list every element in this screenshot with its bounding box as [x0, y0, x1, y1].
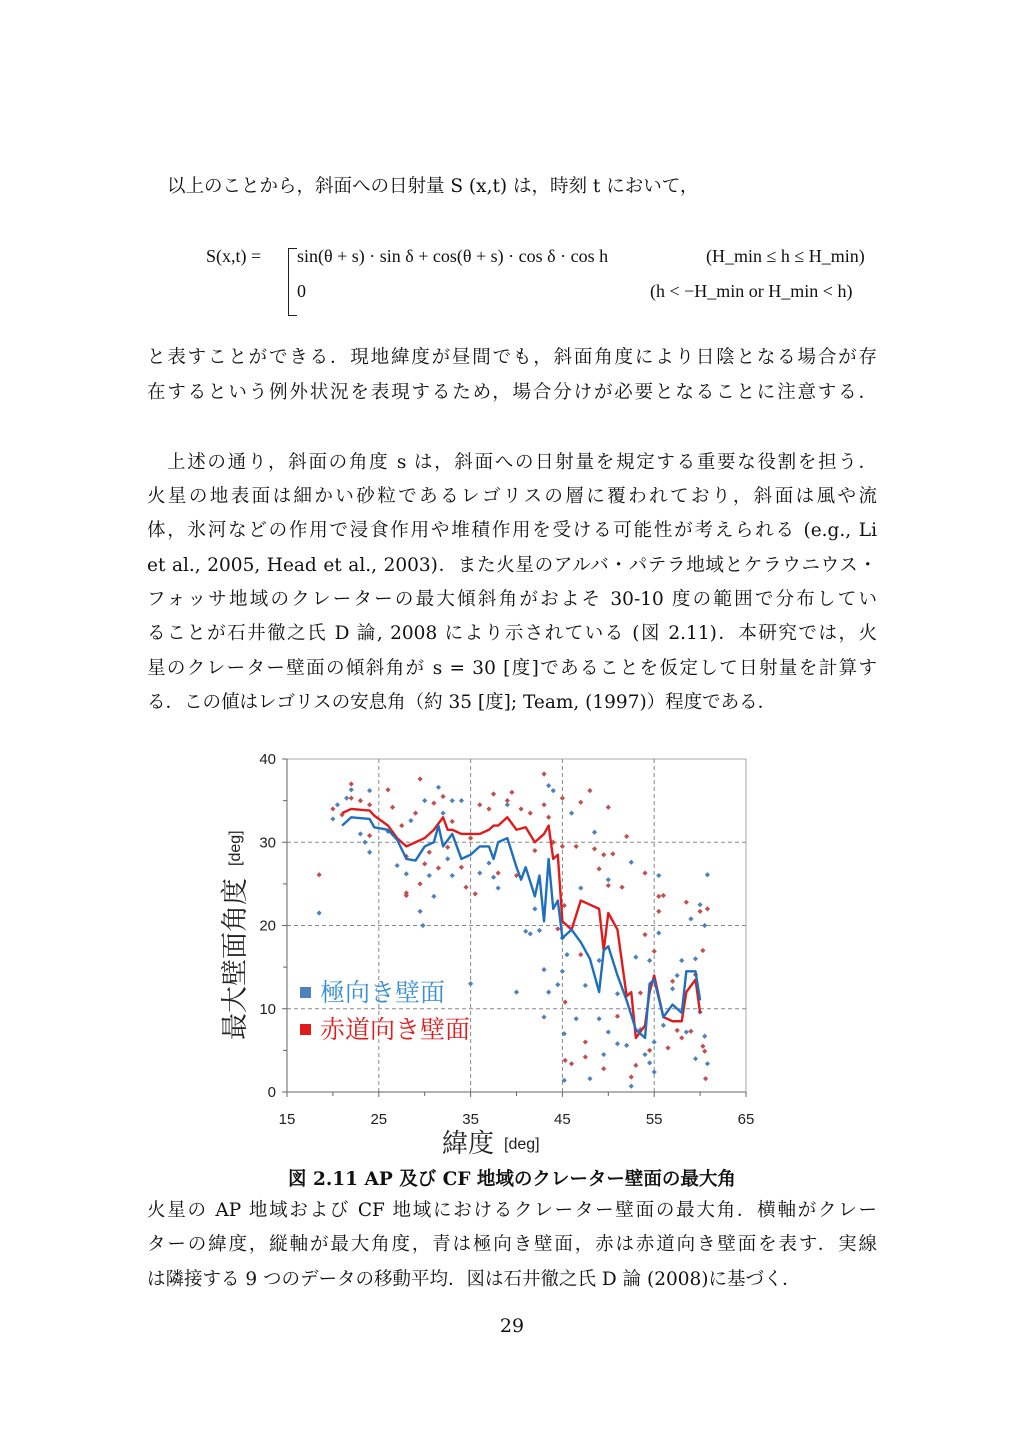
pole-facing-point	[335, 802, 340, 807]
pole-facing-point	[583, 983, 588, 988]
equator-facing-point	[665, 1045, 670, 1050]
figure-caption-title: 図 2.11 AP 及び CF 地域のクレーター壁面の最大角	[288, 1169, 736, 1190]
pole-facing-point	[537, 928, 542, 933]
pole-facing-point	[702, 1034, 707, 1039]
equator-facing-point	[518, 806, 523, 811]
y-tick-label: 0	[267, 1084, 276, 1101]
equator-facing-point	[459, 865, 464, 870]
equator-facing-point	[463, 885, 468, 890]
pole-facing-point	[578, 885, 583, 890]
pole-facing-point	[642, 1052, 647, 1057]
pole-facing-point	[705, 872, 710, 877]
equator-facing-point	[578, 952, 583, 957]
pole-facing-point	[624, 1043, 629, 1048]
pole-facing-point	[656, 873, 661, 878]
equator-facing-point	[684, 900, 689, 905]
equator-facing-point	[399, 823, 404, 828]
equator-facing-point	[491, 791, 496, 796]
equator-facing-point	[705, 906, 710, 911]
pole-facing-point	[450, 873, 455, 878]
pole-facing-point	[491, 875, 496, 880]
y-tick-label: 40	[259, 751, 276, 768]
pole-facing-point	[647, 958, 652, 963]
legend-label-pole: 極向き壁面	[320, 979, 446, 1007]
paragraph2-line: 火星の地表面は細かい砂粒であるレゴリスの層に覆われており，斜面は風や流	[147, 486, 877, 507]
paragraph2-line: 星のクレーター壁面の傾斜角が s = 30 [度]であることを仮定して日射量を計算す	[147, 658, 877, 679]
equator-facing-point	[624, 834, 629, 839]
equator-facing-point	[702, 1049, 707, 1054]
pole-facing-point	[541, 1014, 546, 1019]
formula-case1-expr: sin(θ + s) · sin δ + cos(θ + s) · cos δ · cos h	[297, 246, 609, 266]
pole-facing-point	[670, 986, 675, 991]
equator-facing-point	[445, 845, 450, 850]
equator-facing-point	[703, 1076, 708, 1081]
pole-facing-point	[615, 991, 620, 996]
paragraph2-line: 上述の通り，斜面の角度 s は，斜面への日射量を規定する重要な役割を担う．	[167, 452, 877, 473]
pole-facing-point	[693, 956, 698, 961]
pole-facing-point	[606, 1029, 611, 1034]
paragraph1-line: 在するという例外状況を表現するため，場合分けが必要となることに注意する．	[147, 382, 877, 403]
x-tick-label: 45	[554, 1111, 571, 1128]
equator-facing-point	[385, 787, 390, 792]
pole-facing-point	[601, 1052, 606, 1057]
equator-facing-point	[569, 1061, 574, 1066]
equator-facing-point	[642, 932, 647, 937]
pole-facing-point	[551, 788, 556, 793]
pole-facing-point	[528, 931, 533, 936]
legend-swatch-equator	[300, 1024, 311, 1035]
pole-facing-point	[330, 816, 335, 821]
legend	[300, 979, 470, 1044]
pole-facing-point	[367, 850, 372, 855]
equator-facing-point	[427, 850, 432, 855]
equator-facing-point	[670, 979, 675, 984]
caption-line: は隣接する 9 つのデータの移動平均．図は石井徹之氏 D 論 (2008)に基づく．	[147, 1269, 801, 1290]
pole-facing-point	[317, 910, 322, 915]
pole-facing-point	[362, 840, 367, 845]
pole-facing-point	[661, 1023, 666, 1028]
equator-facing-point	[638, 990, 643, 995]
equator-facing-point	[633, 1063, 638, 1068]
pole-facing-point	[615, 1041, 620, 1046]
x-tick-label: 55	[645, 1111, 663, 1128]
equator-facing-point	[431, 801, 436, 806]
caption-line: 火星の AP 地域および CF 地域におけるクレーター壁面の最大角．横軸がクレー	[147, 1200, 877, 1221]
equator-facing-point	[700, 1044, 705, 1049]
paragraph2-line: 体，氷河などの作用で浸食作用や堆積作用を受ける可能性が考えられる (e.g., Li	[147, 520, 877, 541]
equator-facing-point	[436, 865, 441, 870]
pole-facing-point	[606, 877, 611, 882]
pole-facing-point	[450, 798, 455, 803]
equator-facing-point	[574, 844, 579, 849]
pole-facing-point	[569, 811, 574, 816]
equator-facing-point	[473, 891, 478, 896]
paragraph1-line: と表すことができる．現地緯度が昼間でも，斜面角度により日陰となる場合が存	[147, 347, 877, 368]
equator-facing-point	[509, 790, 514, 795]
equator-facing-point	[477, 802, 482, 807]
equator-facing-point	[647, 1048, 652, 1053]
pole-facing-point	[445, 856, 450, 861]
equator-facing-point	[349, 796, 354, 801]
equator-facing-point	[468, 835, 473, 840]
pole-facing-point	[418, 909, 423, 914]
pole-facing-point	[349, 787, 354, 792]
x-tick-label: 25	[370, 1111, 388, 1128]
y-tick-label: 10	[259, 1000, 276, 1018]
equator-facing-point	[601, 1066, 606, 1071]
pole-facing-point	[468, 981, 473, 986]
equator-facing-point	[541, 771, 546, 776]
pole-facing-point	[546, 990, 551, 995]
pole-facing-point	[427, 873, 432, 878]
pole-facing-point	[546, 783, 551, 788]
equator-facing-point	[546, 815, 551, 820]
equator-facing-point	[597, 866, 602, 871]
caption-line: ターの緯度，縦軸が最大角度，青は極向き壁面，赤は赤道向き壁面を表す．実線	[147, 1234, 877, 1255]
pole-facing-point	[560, 969, 565, 974]
pole-facing-point	[422, 798, 427, 803]
pole-facing-point	[647, 1060, 652, 1065]
x-axis-unit: [deg]	[504, 1136, 540, 1153]
formula-case2-cond: (h < −H_min or H_min < h)	[650, 281, 853, 301]
equator-facing-point	[330, 806, 335, 811]
equator-facing-point	[642, 870, 647, 875]
pole-facing-point	[587, 1076, 592, 1081]
equator-facing-point	[629, 1074, 634, 1079]
pole-facing-point	[652, 1069, 657, 1074]
x-tick-label: 15	[278, 1111, 296, 1128]
equator-facing-point	[367, 833, 372, 838]
equator-facing-point	[615, 1014, 620, 1019]
equator-facing-point	[422, 861, 427, 866]
pole-facing-point	[523, 929, 528, 934]
equator-facing-point	[688, 1029, 693, 1034]
equator-facing-point	[418, 776, 423, 781]
equator-facing-point	[619, 885, 624, 890]
equator-facing-point	[578, 800, 583, 805]
pole-facing-point	[436, 785, 441, 790]
pole-facing-point	[574, 1016, 579, 1021]
pole-facing-point	[656, 930, 661, 935]
equator-facing-point	[349, 781, 354, 786]
equator-facing-point	[700, 948, 705, 953]
equator-facing-point	[563, 999, 568, 1004]
paragraph2-line: ることが石井徹之氏 D 論, 2008 により示されている (図 2.11)．本研究では，火	[147, 623, 877, 644]
equator-facing-point	[505, 798, 510, 803]
equator-facing-point	[532, 848, 537, 853]
pole-facing-point	[459, 798, 464, 803]
equator-facing-point	[555, 926, 560, 931]
equator-facing-point	[450, 819, 455, 824]
equator-facing-point	[661, 893, 666, 898]
pole-facing-point	[675, 973, 680, 978]
equator-facing-point	[560, 844, 565, 849]
pole-facing-point	[633, 955, 638, 960]
pole-facing-point	[395, 863, 400, 868]
equator-facing-point	[698, 909, 703, 914]
equator-facing-point	[440, 794, 445, 799]
equator-facing-point	[652, 949, 657, 954]
pole-facing-point	[629, 860, 634, 865]
pole-facing-point	[592, 830, 597, 835]
pole-facing-point	[629, 1084, 634, 1089]
formula-case2-expr: 0	[297, 281, 306, 301]
y-tick-label: 30	[259, 834, 276, 852]
pole-facing-point	[420, 923, 425, 928]
legend-label-equator: 赤道向き壁面	[320, 1016, 471, 1044]
pole-facing-point	[367, 788, 372, 793]
equator-facing-point	[675, 1028, 680, 1033]
pole-facing-point	[564, 952, 569, 957]
equator-facing-point	[418, 881, 423, 886]
equator-facing-point	[358, 798, 363, 803]
equator-facing-point	[587, 788, 592, 793]
equator-facing-point	[390, 805, 395, 810]
x-axis-label: 緯度	[442, 1128, 495, 1158]
equator-facing-point	[367, 802, 372, 807]
equator-facing-point	[541, 802, 546, 807]
y-axis-label: 最大壁面角度	[220, 878, 250, 1040]
pole-facing-point	[440, 811, 445, 816]
pole-facing-point	[486, 860, 491, 865]
x-tick-label: 65	[737, 1111, 755, 1128]
pole-facing-point	[431, 894, 436, 899]
equator-facing-point	[656, 909, 661, 914]
equator-facing-point	[606, 883, 611, 888]
pole-facing-point	[404, 871, 409, 876]
paragraph2-line: フォッサ地域のクレーターの最大傾斜角がおよそ 30-10 度の範囲で分布してい	[147, 589, 877, 610]
x-tick-label: 35	[462, 1111, 479, 1128]
pole-facing-point	[684, 1029, 689, 1034]
pole-facing-point	[532, 906, 537, 911]
equator-facing-point	[583, 1054, 588, 1059]
formula-case1-cond: (H_min ≤ h ≤ H_min)	[706, 246, 865, 266]
equator-facing-point	[592, 846, 597, 851]
pole-facing-point	[597, 1016, 602, 1021]
pole-facing-point	[555, 982, 560, 987]
pole-facing-point	[358, 831, 363, 836]
formula-lhs: S(x,t) =	[206, 246, 262, 266]
page-number: 29	[499, 1315, 525, 1337]
equator-facing-point	[583, 1039, 588, 1044]
pole-facing-point	[693, 1056, 698, 1061]
equator-facing-point	[563, 1058, 568, 1063]
pole-facing-point	[477, 870, 482, 875]
pole-facing-point	[705, 1061, 710, 1066]
pole-facing-point	[344, 796, 349, 801]
pole-facing-point	[597, 958, 602, 963]
equator-facing-point	[656, 894, 661, 899]
pole-facing-point	[652, 1039, 657, 1044]
y-axis-unit: [deg]	[227, 830, 244, 866]
paragraph2-line: る．この値はレゴリスの安息角（約 35 [度]; Team, (1997)）程度である．	[147, 692, 777, 713]
paragraph2-line: et al., 2005, Head et al., 2003)．また火星のアルバ・パテラ地域とケラウニウス・	[147, 555, 877, 576]
equator-facing-point	[317, 872, 322, 877]
pole-facing-point	[408, 818, 413, 823]
legend-swatch-pole	[300, 987, 311, 998]
equator-facing-point	[601, 852, 606, 857]
equator-facing-point	[486, 806, 491, 811]
pole-facing-point	[698, 902, 703, 907]
equator-facing-point	[606, 805, 611, 810]
equator-facing-point	[610, 851, 615, 856]
pole-facing-point	[679, 958, 684, 963]
pole-facing-point	[688, 916, 693, 921]
y-tick-label: 20	[259, 917, 276, 935]
pole-facing-point	[496, 885, 501, 890]
intro-line: 以上のことから，斜面への日射量 S (x,t) は，時刻 t において，	[167, 176, 699, 197]
pole-facing-point	[514, 990, 519, 995]
pole-facing-point	[541, 967, 546, 972]
pole-facing-point	[702, 923, 707, 928]
equator-facing-point	[528, 811, 533, 816]
equator-facing-point	[413, 811, 418, 816]
equator-facing-point	[496, 870, 501, 875]
equator-facing-point	[679, 1035, 684, 1040]
equator-facing-point	[560, 796, 565, 801]
